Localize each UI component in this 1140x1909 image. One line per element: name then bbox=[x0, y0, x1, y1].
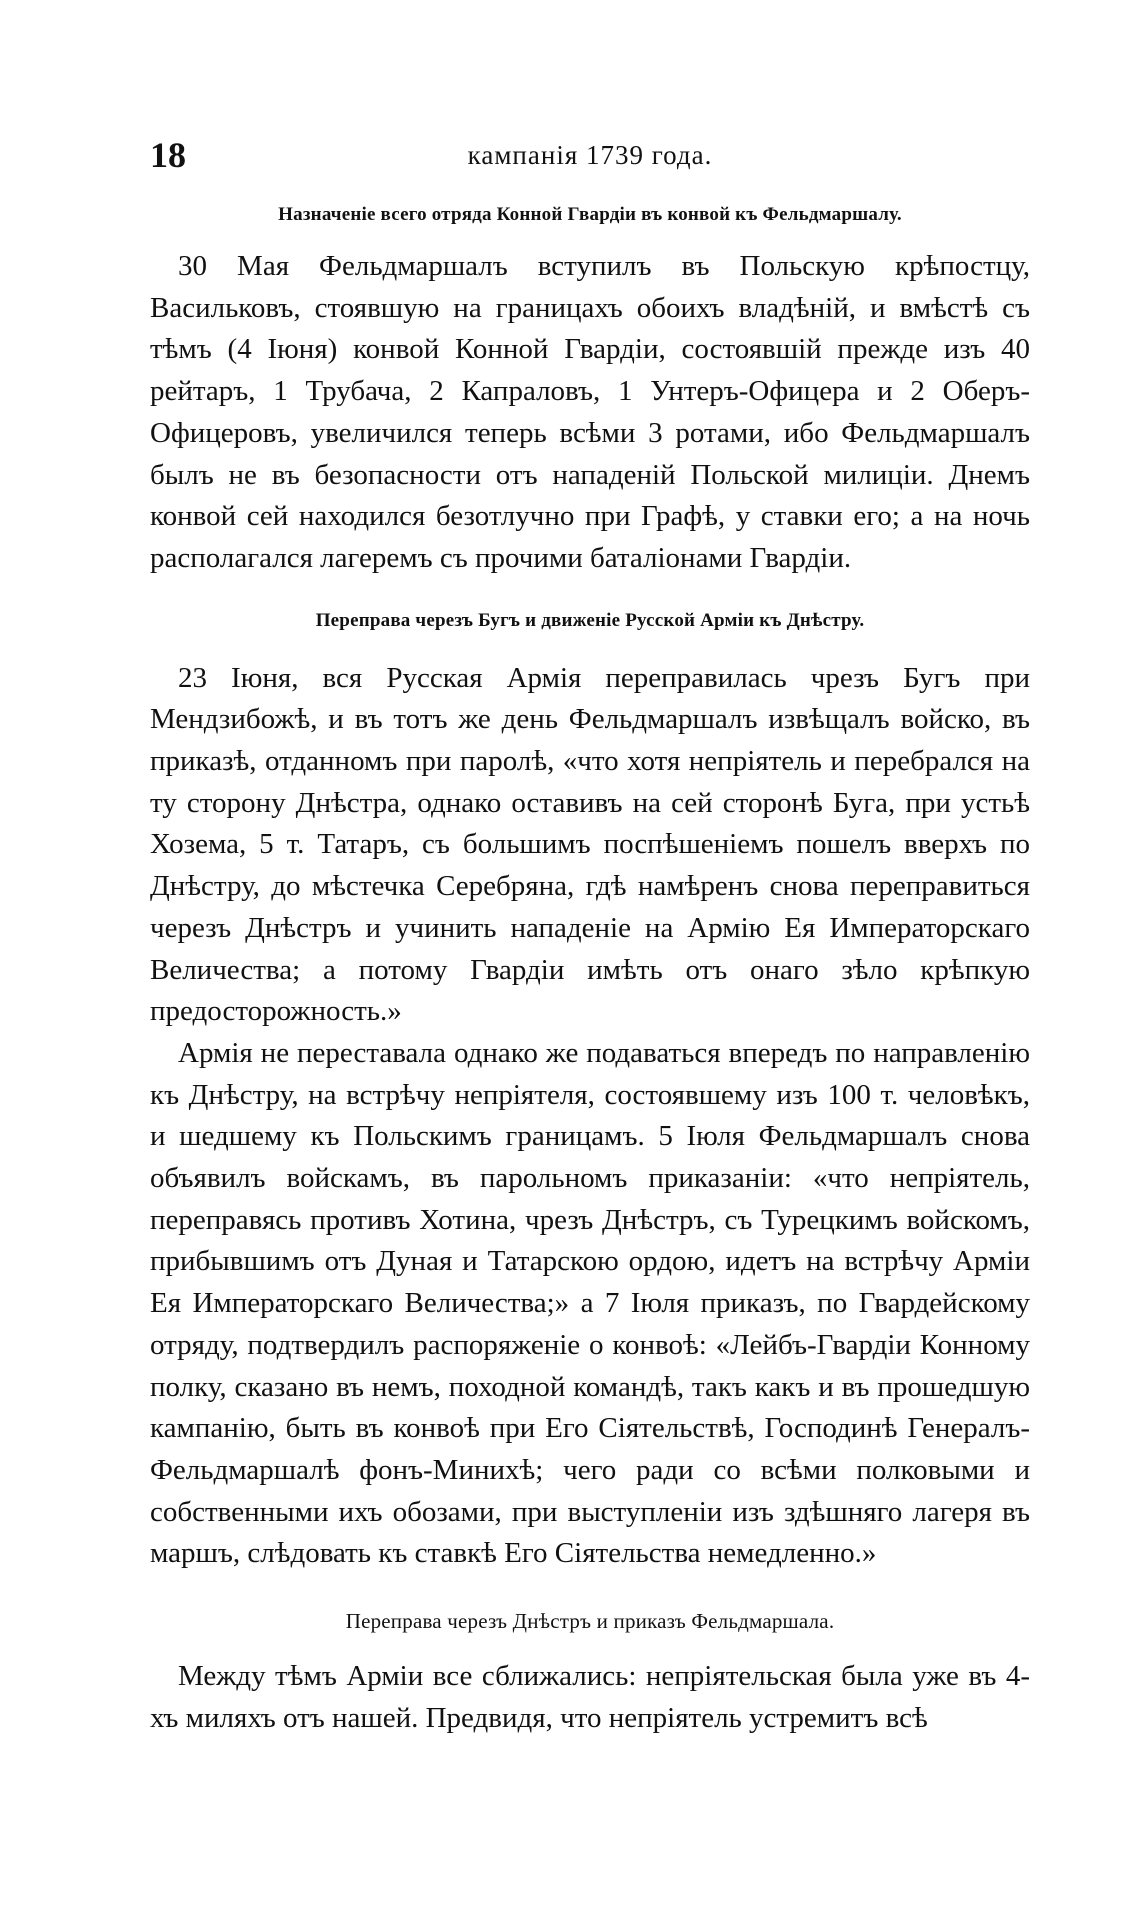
paragraph: 30 Мая Фельдмаршалъ вступилъ въ Польскую крѣпостцу, Васильковъ, стоявшую на границахъ обоихъ владѣній, и вмѣстѣ съ тѣмъ (4 Іюня) конвой Конной Гвардіи, состоявшій прежде изъ 40 рейтаръ, 1 Трубача, 2 Капраловъ, 1 Унтеръ-Офицера и 2 Оберъ-Офицеровъ, увеличился теперь всѣми 3 ротами, ибо Фельдмаршалъ былъ не въ безопасности отъ нападеній Польской милиціи. Днемъ конвой сей находился безотлучно при Графѣ, у ставки его; а на ночь располагался лагеремъ съ прочими баталіонами Гвардіи. bbox=[150, 250, 1030, 574]
running-header bbox=[150, 130, 1030, 180]
section-heading: Назначеніе всего отряда Конной Гвардіи въ конвой къ Фельдмаршалу. bbox=[278, 204, 902, 225]
paragraph: 23 Іюня, вся Русская Армія переправилась чрезъ Бугъ при Мендзибожѣ, и въ тотъ же день Фельдмаршалъ извѣщалъ войско, въ приказѣ, отданномъ при паролѣ, «что хотя непріятель и перебрался на ту сторону Днѣстра, однако оставивъ на сей сторонѣ Буга, при устьѣ Хозема, 5 т. Татаръ, съ большимъ поспѣшеніемъ пошелъ вверхъ по Днѣстру, до мѣстечка Серебряна, гдѣ намѣренъ снова переправиться черезъ Днѣстръ и учинить нападеніе на Армію Ея Императорскаго Величества; а потому Гвардіи имѣть отъ онаго зѣло крѣпкую предосторожность.» bbox=[150, 661, 1030, 1028]
paragraph: Армія не переставала однако же подаваться впередъ по направленію къ Днѣстру, на встрѣчу непріятеля, состоявшему изъ 100 т. человѣкъ, и шедшему къ Польскимъ границамъ. 5 Іюля Фельдмаршалъ снова объявилъ войскамъ, въ парольномъ приказаніи: «что непріятель, переправясь противъ Хотина, чрезъ Днѣстръ, съ Турецкимъ войскомъ, прибывшимъ отъ Дуная и Татарскою ордою, идетъ на встрѣчу Арміи Ея Императорскаго Величества;» а 7 Іюля приказъ, по Гвардейскому отряду, подтвердилъ распоряженіе о конвоѣ: «Лейбъ-Гвардіи Конному полку, сказано въ немъ, походной командѣ, такъ какъ и въ прошедшую кампанію, быть въ конвоѣ при Его Сіятельствѣ, Господинѣ Генералъ-Фельдмаршалѣ фонъ-Минихѣ; чего ради со всѣми полковыми и собственными ихъ обозами, при выступленіи изъ здѣшняго лагеря въ маршъ, слѣдовать къ ставкѣ Его Сіятельства немедленно.» bbox=[150, 1036, 1030, 1570]
section-heading: Переправа черезъ Бугъ и движеніе Русской Арміи къ Днѣстру. bbox=[315, 609, 865, 631]
running-title: кампанія 1739 года. bbox=[467, 140, 713, 170]
paragraph: Между тѣмъ Арміи все сближались: непріятельская была уже въ 4-хъ миляхъ отъ нашей. Предвидя, что непріятель устремитъ всѣ bbox=[150, 1660, 1030, 1734]
section-heading: Переправа черезъ Днѣстръ и приказъ Фельдмаршала. bbox=[345, 1609, 835, 1634]
document-page bbox=[150, 130, 1030, 1740]
page-number: 18 bbox=[150, 135, 186, 175]
